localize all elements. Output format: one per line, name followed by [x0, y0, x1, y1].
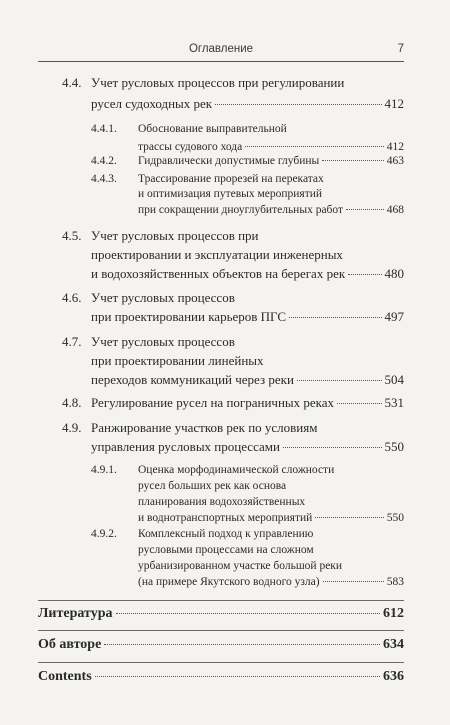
section-number: 4.6.	[62, 290, 82, 305]
section-title-last-line	[138, 141, 404, 153]
section-title-line: Учет русловых процессов	[91, 334, 235, 349]
page-ref: 468	[386, 204, 404, 216]
chapter-title: Об авторе	[38, 637, 102, 652]
section-title-line: Оценка морфодинамической сложности	[138, 464, 335, 476]
page-ref: 550	[384, 439, 404, 454]
section-title-text: управления русловых процессами	[91, 439, 280, 454]
section-title-text: (на примере Якутского водного узла)	[138, 576, 320, 588]
dot-leader	[346, 209, 384, 210]
section-title-line: русел больших рек как основа	[138, 480, 287, 492]
page-ref: 531	[384, 395, 404, 410]
separator-rule	[38, 630, 404, 631]
dot-leader	[245, 146, 383, 147]
page-ref: 636	[383, 669, 404, 684]
page-ref: 463	[386, 155, 404, 167]
page-ref: 412	[384, 96, 404, 111]
section-number: 4.5.	[62, 228, 82, 243]
page-ref: 497	[384, 309, 404, 324]
section-title-text: и водохозяйственных объектов на берегах рек	[91, 266, 346, 281]
page-ref: 480	[384, 266, 404, 281]
dot-leader	[95, 676, 380, 677]
running-title: Оглавление	[188, 43, 254, 55]
section-title-text: и воднотранспортных мероприятий	[138, 512, 313, 524]
section-title-last-line	[91, 96, 404, 112]
page-ref: 612	[383, 606, 404, 621]
section-title-line: Ранжирование участков рек по условиям	[91, 420, 318, 435]
separator-rule	[38, 600, 404, 601]
section-title-line: Учет русловых процессов при	[91, 228, 259, 243]
section-title-text: при сокращении дноуглубительных работ	[138, 204, 344, 216]
dot-leader	[348, 274, 381, 275]
page-ref: 504	[384, 372, 404, 387]
toc-chapter-bibliography[interactable]	[38, 606, 404, 622]
page-ref: 583	[386, 576, 404, 588]
section-number: 4.4.2.	[91, 155, 117, 167]
dot-leader	[215, 104, 381, 105]
dot-leader	[104, 644, 380, 645]
chapter-title: Литература	[38, 606, 113, 621]
section-title-text: трассы судового хода	[138, 141, 243, 153]
toc-chapter-contents[interactable]	[38, 669, 404, 685]
section-number: 4.4.	[62, 75, 82, 90]
page-ref: 634	[383, 637, 404, 652]
page-number: 7	[397, 43, 404, 55]
section-title-line: Учет русловых процессов при регулировании	[91, 75, 345, 90]
page-ref: 550	[386, 512, 404, 524]
section-title-text: Регулирование русел на пограничных реках	[91, 395, 335, 410]
section-title-line: русловыми процессами на сложном	[138, 544, 314, 556]
dot-leader	[297, 380, 382, 381]
page-header	[38, 41, 404, 59]
chapter-title: Contents	[38, 669, 92, 684]
section-title-last-line	[91, 266, 404, 282]
section-title-line: планирования водохозяйственных	[138, 496, 306, 508]
dot-leader	[116, 613, 381, 614]
section-title-last-line	[91, 372, 404, 388]
section-title-last-line	[138, 512, 404, 524]
section-title-line: Обоснование выправительной	[138, 123, 287, 135]
section-title-last-line	[91, 395, 404, 411]
separator-rule	[38, 662, 404, 663]
section-number: 4.9.	[62, 420, 82, 435]
section-number: 4.7.	[62, 334, 82, 349]
section-title-last-line	[91, 309, 404, 325]
section-number: 4.9.2.	[91, 528, 117, 540]
dot-leader	[337, 403, 381, 404]
section-title-text: при проектировании карьеров ПГС	[91, 309, 287, 324]
page-ref: 412	[386, 141, 404, 153]
section-title-text: Гидравлически допустимые глубины	[138, 155, 320, 167]
section-title-line: при проектировании линейных	[91, 353, 264, 368]
section-number: 4.9.1.	[91, 464, 117, 476]
section-title-line: Учет русловых процессов	[91, 290, 235, 305]
section-number: 4.4.3.	[91, 173, 117, 185]
dot-leader	[322, 160, 383, 161]
section-title-line: урбанизированном участке большой реки	[138, 560, 343, 572]
dot-leader	[289, 317, 381, 318]
section-title-last-line	[91, 439, 404, 455]
section-title-text: русел судоходных рек	[91, 96, 213, 111]
section-title-line: Трассирование прорезей на перекатах	[138, 173, 324, 185]
section-title-line: Комплексный подход к управлению	[138, 528, 314, 540]
section-title-last-line	[138, 155, 404, 167]
dot-leader	[323, 581, 384, 582]
header-rule	[38, 61, 404, 62]
section-title-line: проектировании и эксплуатации инженерных	[91, 247, 343, 262]
section-title-line: и оптимизация путевых мероприятий	[138, 188, 323, 200]
dot-leader	[283, 447, 382, 448]
dot-leader	[315, 517, 383, 518]
section-number: 4.8.	[62, 395, 82, 410]
section-title-last-line	[138, 576, 404, 588]
toc-chapter-about-author[interactable]	[38, 637, 404, 653]
section-title-text: переходов коммуникаций через реки	[91, 372, 294, 387]
section-title-last-line	[138, 204, 404, 216]
section-number: 4.4.1.	[91, 123, 117, 135]
